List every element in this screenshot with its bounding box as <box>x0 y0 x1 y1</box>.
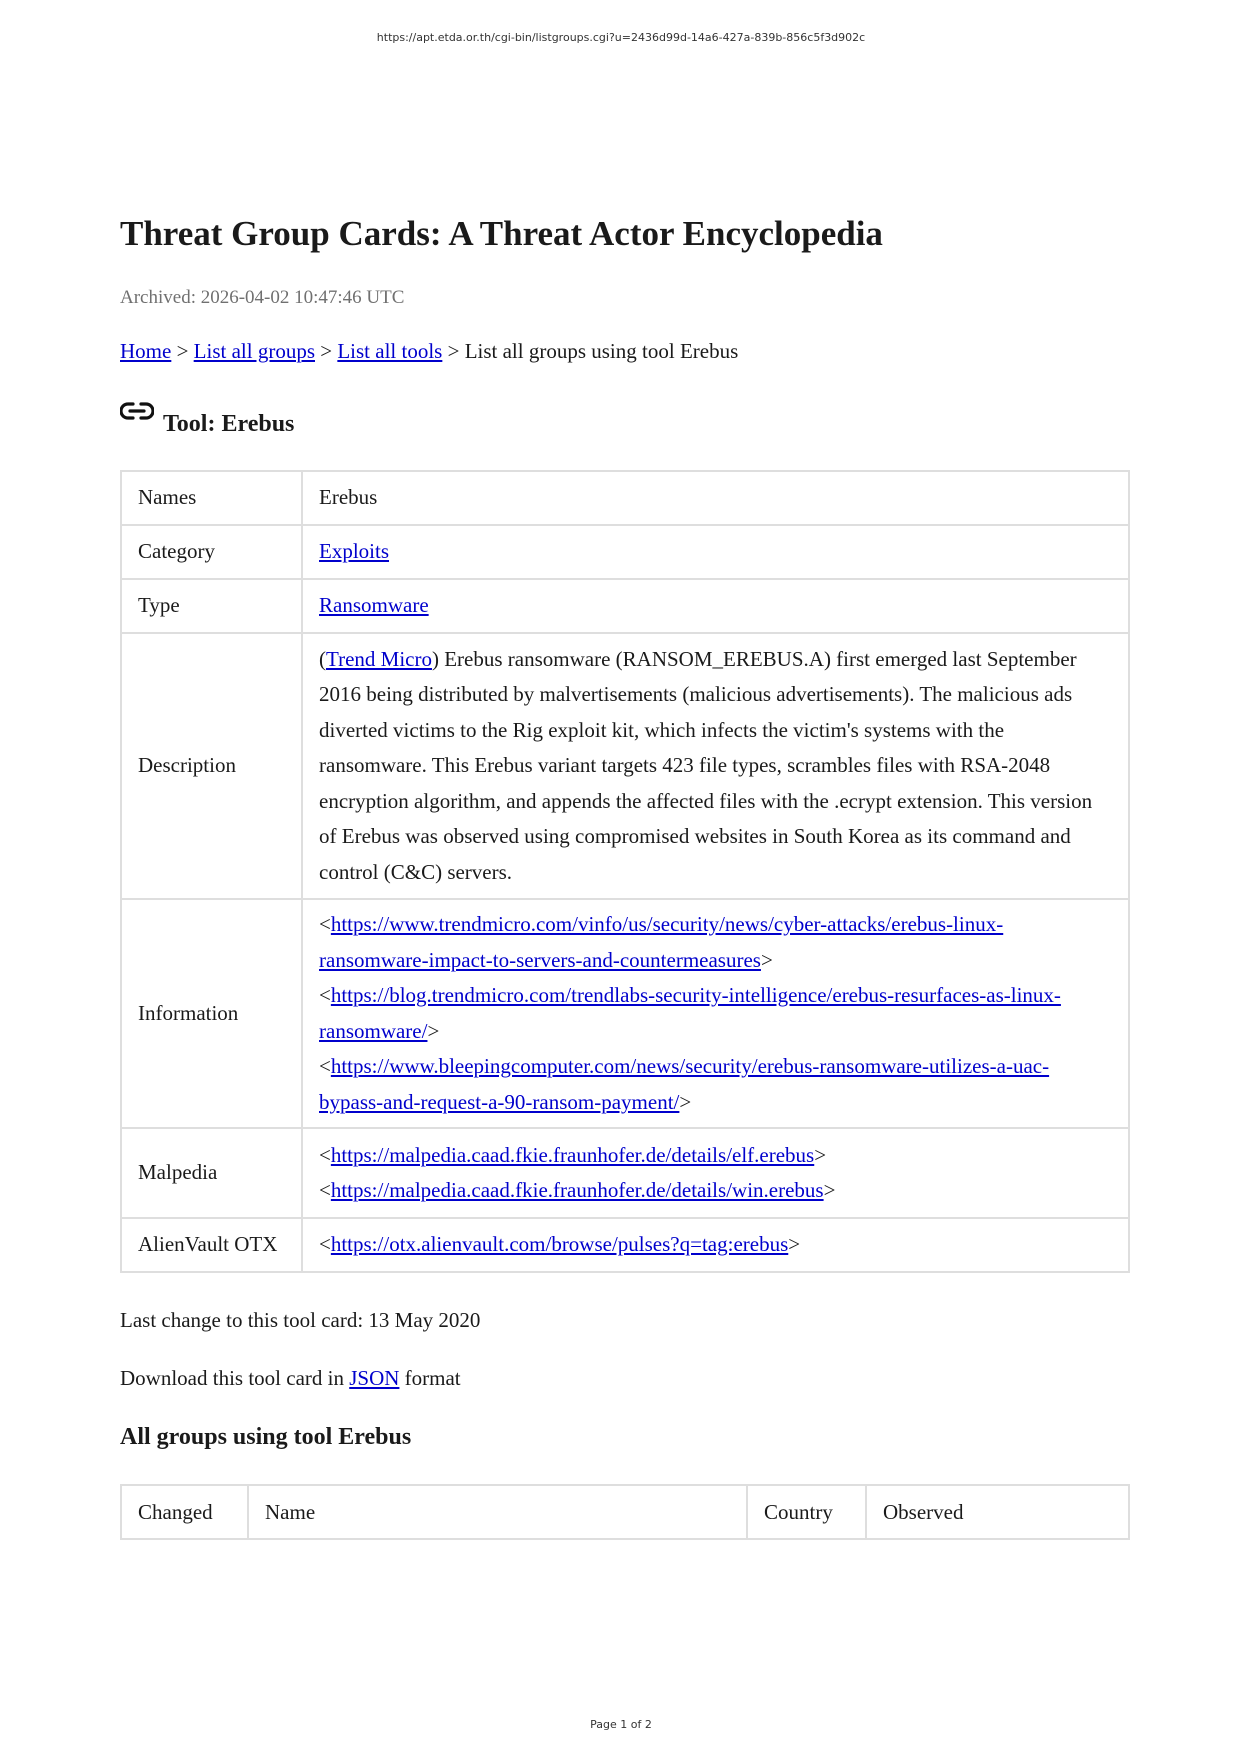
row-value-category <box>302 525 1129 579</box>
category-link[interactable]: Exploits <box>319 539 390 564</box>
malpedia-link-item: <https://malpedia.caad.fkie.fraunhofer.de/details/win.erebus> <box>319 1178 836 1202</box>
table-row <box>121 1218 1129 1272</box>
information-link[interactable]: https://blog.trendmicro.com/trendlabs-security-intelligence/erebus-resurfaces-as-linux-ransomware/ <box>319 983 1061 1043</box>
breadcrumb <box>120 339 738 364</box>
archived-timestamp: Archived: 2026-04-02 10:47:46 UTC <box>120 287 405 308</box>
malpedia-link-item: <https://malpedia.caad.fkie.fraunhofer.de/details/elf.erebus> <box>319 1142 827 1167</box>
row-label-otx: AlienVault OTX <box>121 1218 302 1272</box>
breadcrumb-separator: > <box>171 339 194 363</box>
download-prefix: Download this tool card in <box>120 1366 350 1390</box>
type-link[interactable]: Ransomware <box>319 593 429 618</box>
table-row <box>121 471 1129 525</box>
breadcrumb-tools-link[interactable]: List all tools <box>337 339 443 363</box>
page-url-header: https://apt.etda.or.th/cgi-bin/listgroups.cgi?u=2436d99d-14a6-427a-839b-856c5f3d902c <box>376 31 866 44</box>
link-icon <box>120 400 154 422</box>
table-row <box>121 525 1129 579</box>
column-header-observed[interactable]: Observed <box>866 1485 1129 1539</box>
tool-title: Tool: Erebus <box>163 411 295 437</box>
information-link-item: <https://blog.trendmicro.com/trendlabs-security-intelligence/erebus-resurfaces-as-linux-ransomware/> <box>319 983 1061 1043</box>
information-link[interactable]: https://www.bleepingcomputer.com/news/security/erebus-ransomware-utilizes-a-uac-bypass-and-request-a-90-ransom-payment/ <box>319 1054 1050 1114</box>
row-label-names: Names <box>121 471 302 525</box>
information-link-item: <https://www.bleepingcomputer.com/news/security/erebus-ransomware-utilizes-a-uac-bypass-and-request-a-90-ransom-payment/> <box>319 1054 1050 1114</box>
column-header-name[interactable]: Name <box>248 1485 747 1539</box>
page-number: Page 1 of 2 <box>590 1718 652 1731</box>
table-row <box>121 1128 1129 1218</box>
json-download-link[interactable]: JSON <box>349 1366 400 1390</box>
groups-table <box>120 1484 1130 1540</box>
row-label-malpedia: Malpedia <box>121 1128 302 1218</box>
download-suffix: format <box>399 1366 461 1390</box>
breadcrumb-groups-link[interactable]: List all groups <box>193 339 315 363</box>
download-line <box>120 1366 461 1391</box>
last-change-text: Last change to this tool card: 13 May 2020 <box>120 1308 481 1332</box>
groups-table-header <box>121 1485 1129 1539</box>
description-source-link[interactable]: Trend Micro <box>326 646 432 671</box>
row-value-type <box>302 579 1129 633</box>
row-label-type: Type <box>121 579 302 633</box>
breadcrumb-separator: > <box>442 339 465 363</box>
table-row <box>121 579 1129 633</box>
description-paren: ( <box>319 646 326 671</box>
row-label-description: Description <box>121 633 302 899</box>
tool-card-table <box>120 470 1130 1273</box>
groups-heading: All groups using tool Erebus <box>120 1424 412 1450</box>
table-row <box>121 633 1129 899</box>
malpedia-link[interactable]: https://malpedia.caad.fkie.fraunhofer.de/details/elf.erebus <box>330 1142 815 1167</box>
description-text: ) Erebus ransomware (RANSOM_EREBUS.A) first emerged last September 2016 being distributed by malvertisements (malicious advertisements). The malicious ads diverted victims to the Rig exploit kit, which infects the victim's systems with the ransomware. This Erebus variant targets 423 file types, scrambles files with RSA-2048 encryption algorithm, and appends the affected files with the .ecrypt extension. This version of Erebus was observed using compromised websites in South Korea as its command and control (C&C) servers. <box>319 646 1093 884</box>
information-link-item: <https://www.trendmicro.com/vinfo/us/security/news/cyber-attacks/erebus-linux-ransomware-impact-to-servers-and-countermeasures> <box>319 912 1004 972</box>
column-header-changed[interactable]: Changed <box>121 1485 248 1539</box>
row-label-information: Information <box>121 899 302 1128</box>
row-value-malpedia <box>302 1128 1129 1218</box>
table-row <box>121 899 1129 1128</box>
otx-link[interactable]: https://otx.alienvault.com/browse/pulses?q=tag:erebus <box>330 1232 789 1257</box>
breadcrumb-home-link[interactable]: Home <box>120 339 172 363</box>
page-title: Threat Group Cards: A Threat Actor Encyclopedia <box>120 214 883 253</box>
breadcrumb-current: List all groups using tool Erebus <box>464 339 739 363</box>
row-value-information <box>302 899 1129 1128</box>
column-header-country[interactable]: Country <box>747 1485 866 1539</box>
row-value-names: Erebus <box>302 471 1129 525</box>
breadcrumb-separator: > <box>315 339 338 363</box>
row-value-otx: <https://otx.alienvault.com/browse/pulses?q=tag:erebus> <box>302 1218 1129 1272</box>
row-label-category: Category <box>121 525 302 579</box>
malpedia-link[interactable]: https://malpedia.caad.fkie.fraunhofer.de/details/win.erebus <box>330 1178 824 1202</box>
row-value-description <box>302 633 1129 899</box>
information-link[interactable]: https://www.trendmicro.com/vinfo/us/security/news/cyber-attacks/erebus-linux-ransomware-impact-to-servers-and-countermeasures <box>319 912 1004 972</box>
